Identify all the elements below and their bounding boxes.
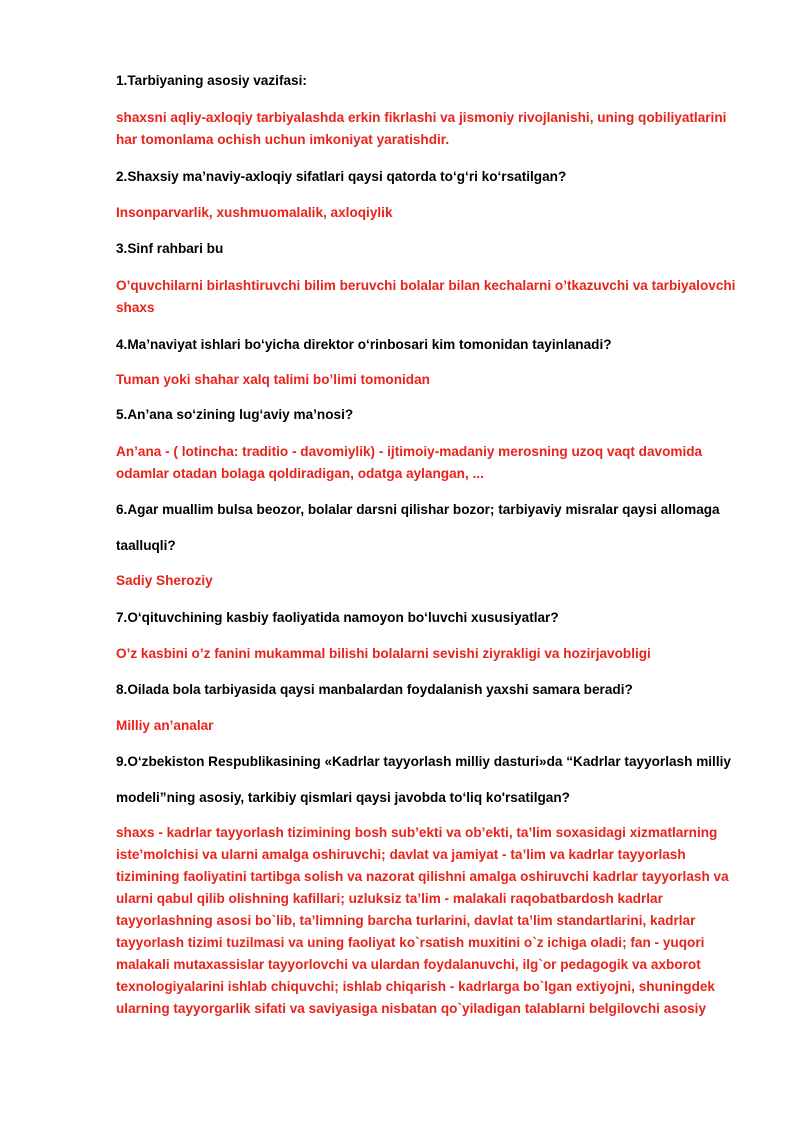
answer-2: Insonparvarlik, xushmuomalalik, axloqiylik xyxy=(116,205,393,220)
answer-4: Tuman yoki shahar xalq talimi bo’limi tomonidan xyxy=(116,372,430,387)
answer-5: An’ana - ( lotincha: traditio - davomiylik) - ijtimoiy-madaniy merosning uzoq vaqt davomida odamlar otadan bolaga qoldiradigan, odatga aylangan, ... xyxy=(116,444,703,481)
answer-9: shaxs - kadrlar tayyorlash tizimining bosh sub’ekti va ob’ekti, ta’lim soxasidagi xizmatlarning iste’molchisi va ularni amalga oshiruvchi; davlat va jamiyat - ta’lim va kadrlar tayyorlash tizimining faoliyatini tartibga solish va nazorat qilishni amalga oshiruvchi kadrlar tayyorlash va ularni qabul qilib olishning kafillari; uzluksiz ta’lim - malakali raqobatbardosh kadrlar tayyorlashning asosi bo`lib, ta’limning barcha turlarini, davlat ta’lim standartlarini, kadrlar tayyorlash tizimi tuzilmasi va uning faoliyat ko`rsatish muxitini o`z ichiga oladi; fan - yuqori malakali mutaxassislar tayyorlovchi va ulardan foydalanuvchi, ilg`or pedagogik va axborot texnologiyalarini ishlab chiquvchi; ishlab chiqarish - kadrlarga bo`lgan extiyojni, shuningdek ularning tayyorgarlik sifati va saviyasiga nisbatan qo`yiladigan talablarni belgilovchi asosiy xyxy=(116,825,729,1016)
answer-1: shaxsni aqliy-axloqiy tarbiyalashda erkin fikrlashi va jismoniy rivojlanishi, uning qobiliyatlarini har tomonlama ochish uchun imkoniyat yaratishdir. xyxy=(116,110,727,147)
question-2: 2.Shaxsiy ma’naviy-axloqiy sifatlari qaysi qatorda to‘g‘ri ko‘rsatilgan? xyxy=(116,169,567,184)
question-5: 5.An’ana so‘zining lug‘aviy ma’nosi? xyxy=(116,407,354,422)
question-1: 1.Tarbiyaning asosiy vazifasi: xyxy=(116,73,307,88)
answer-8: Milliy an’analar xyxy=(116,718,214,733)
answer-6: Sadiy Sheroziy xyxy=(116,573,213,588)
question-4: 4.Ma’naviyat ishlari bo‘yicha direktor o‘rinbosari kim tomonidan tayinlanadi? xyxy=(116,337,612,352)
question-8: 8.Oilada bola tarbiyasida qaysi manbalardan foydalanish yaxshi samara beradi? xyxy=(116,682,633,697)
question-9: 9.O‘zbekiston Respublikasining «Kadrlar tayyorlash milliy dasturi»da “Kadrlar tayyorlash milliy modeli”ning asosiy, tarkibiy qismlari qaysi javobda to‘liq ko'rsatilgan? xyxy=(116,754,731,805)
question-3: 3.Sinf rahbari bu xyxy=(116,241,224,256)
question-7: 7.O‘qituvchining kasbiy faoliyatida namoyon bo‘luvchi xususiyatlar? xyxy=(116,610,559,625)
answer-7: O’z kasbini o’z fanini mukammal bilishi bolalarni sevishi ziyrakligi va hozirjavobligi xyxy=(116,646,651,661)
answer-3: O’quvchilarni birlashtiruvchi bilim beruvchi bolalar bilan kechalarni o’tkazuvchi va tarbiyalovchi shaxs xyxy=(116,278,736,315)
question-6: 6.Agar muallim bulsa beozor, bolalar darsni qilishar bozor; tarbiyaviy misralar qaysi allomaga taalluqli? xyxy=(116,502,720,553)
